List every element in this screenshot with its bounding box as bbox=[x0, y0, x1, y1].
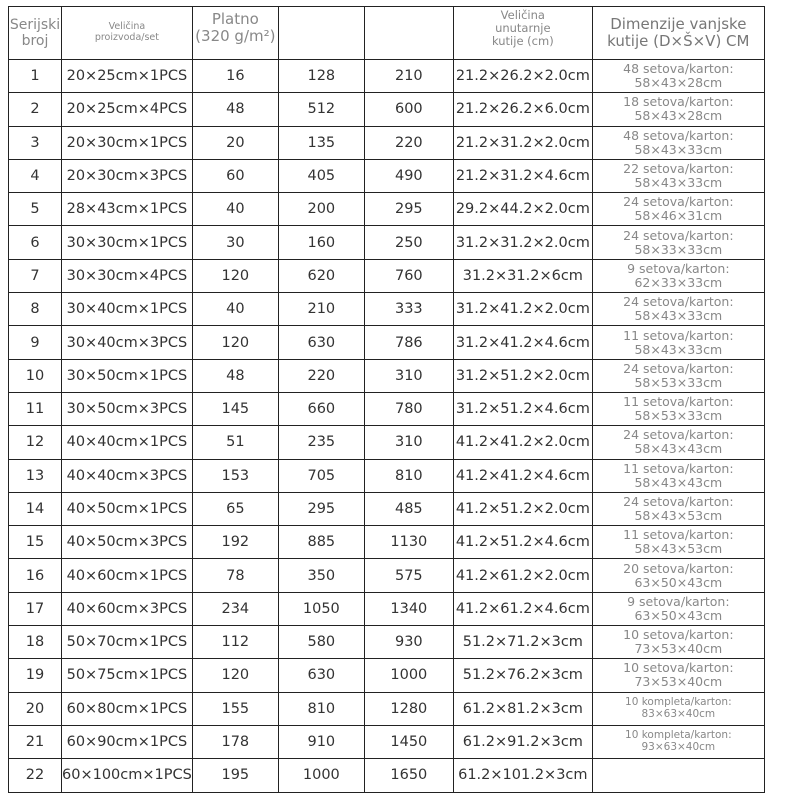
size-cell: 20×25cm×1PCS bbox=[62, 60, 193, 93]
outer-box-quantity: 10 kompleta/karton: bbox=[625, 729, 732, 742]
col5-cell: 333 bbox=[364, 293, 453, 326]
col5-cell: 575 bbox=[364, 559, 453, 592]
col5-cell: 490 bbox=[364, 159, 453, 192]
header-canvas bbox=[192, 7, 278, 60]
outer-box-cell bbox=[592, 126, 764, 159]
canvas-cell: 145 bbox=[192, 392, 278, 425]
table-row bbox=[9, 692, 765, 725]
col5-cell: 295 bbox=[364, 193, 453, 226]
col5-cell: 600 bbox=[364, 93, 453, 126]
outer-box-quantity: 24 setova/karton: bbox=[623, 360, 734, 376]
outer-box-quantity: 10 setova/karton: bbox=[623, 627, 734, 643]
col4-cell: 620 bbox=[278, 259, 364, 292]
serial-cell: 15 bbox=[9, 526, 62, 559]
outer-box-dimensions: 58×43×33cm bbox=[634, 141, 723, 157]
spec-table bbox=[8, 6, 765, 793]
canvas-cell: 192 bbox=[192, 526, 278, 559]
header-inner-box bbox=[453, 7, 592, 60]
col5-cell: 1000 bbox=[364, 659, 453, 692]
inner-box-cell: 21.2×31.2×4.6cm bbox=[453, 159, 592, 192]
outer-box-dimensions: 63×50×43cm bbox=[634, 574, 723, 590]
col4-cell: 705 bbox=[278, 459, 364, 492]
canvas-cell: 60 bbox=[192, 159, 278, 192]
outer-box-cell bbox=[592, 226, 764, 259]
size-cell: 40×50cm×1PCS bbox=[62, 492, 193, 525]
header-canvas-line1: Platno bbox=[211, 10, 259, 28]
serial-cell: 13 bbox=[9, 459, 62, 492]
col5-cell: 1280 bbox=[364, 692, 453, 725]
outer-box-cell bbox=[592, 626, 764, 659]
serial-cell: 8 bbox=[9, 293, 62, 326]
outer-box-quantity: 18 setova/karton: bbox=[623, 94, 734, 110]
canvas-cell: 234 bbox=[192, 592, 278, 625]
table-row bbox=[9, 159, 765, 192]
size-cell: 30×50cm×1PCS bbox=[62, 359, 193, 392]
serial-cell: 20 bbox=[9, 692, 62, 725]
inner-box-cell: 61.2×91.2×3cm bbox=[453, 725, 592, 758]
col4-cell: 350 bbox=[278, 559, 364, 592]
col4-cell: 235 bbox=[278, 426, 364, 459]
outer-box-quantity: 24 setova/karton: bbox=[623, 427, 734, 443]
outer-box-quantity: 22 setova/karton: bbox=[623, 161, 734, 177]
outer-box-dimensions: 58×43×33cm bbox=[634, 308, 723, 324]
table-row bbox=[9, 392, 765, 425]
outer-box-dimensions: 83×63×40cm bbox=[641, 707, 716, 720]
size-cell: 40×60cm×3PCS bbox=[62, 592, 193, 625]
outer-box-dimensions: 58×53×33cm bbox=[634, 374, 723, 390]
table-body bbox=[9, 60, 765, 793]
canvas-cell: 120 bbox=[192, 326, 278, 359]
col4-cell: 910 bbox=[278, 725, 364, 758]
outer-box-cell bbox=[592, 159, 764, 192]
header-serial-line1: Serijski bbox=[9, 16, 61, 33]
inner-box-cell: 21.2×26.2×6.0cm bbox=[453, 93, 592, 126]
serial-cell: 21 bbox=[9, 725, 62, 758]
outer-box-cell bbox=[592, 759, 764, 792]
col4-cell: 885 bbox=[278, 526, 364, 559]
size-cell: 20×30cm×1PCS bbox=[62, 126, 193, 159]
outer-box-cell bbox=[592, 725, 764, 758]
outer-box-dimensions: 58×43×33cm bbox=[634, 175, 723, 191]
outer-box-cell bbox=[592, 392, 764, 425]
size-cell: 40×50cm×3PCS bbox=[62, 526, 193, 559]
header-product-size bbox=[62, 7, 193, 60]
col4-cell: 1050 bbox=[278, 592, 364, 625]
outer-box-dimensions: 58×43×53cm bbox=[634, 508, 723, 523]
table-row bbox=[9, 193, 765, 226]
outer-box-dimensions: 58×43×53cm bbox=[634, 541, 723, 557]
inner-box-cell: 61.2×101.2×3cm bbox=[453, 759, 592, 792]
outer-box-dimensions: 58×43×28cm bbox=[634, 75, 723, 91]
table-row bbox=[9, 226, 765, 259]
table-header bbox=[9, 7, 765, 60]
inner-box-cell: 31.2×41.2×4.6cm bbox=[453, 326, 592, 359]
inner-box-cell: 31.2×51.2×4.6cm bbox=[453, 392, 592, 425]
canvas-cell: 20 bbox=[192, 126, 278, 159]
inner-box-cell: 41.2×41.2×2.0cm bbox=[453, 426, 592, 459]
serial-cell: 16 bbox=[9, 559, 62, 592]
serial-cell: 18 bbox=[9, 626, 62, 659]
header-size-line2: proizvoda/set bbox=[94, 32, 159, 43]
table-row bbox=[9, 359, 765, 392]
header-col4 bbox=[278, 7, 364, 60]
canvas-cell: 78 bbox=[192, 559, 278, 592]
outer-box-quantity: 10 kompleta/karton: bbox=[625, 696, 732, 709]
serial-cell: 19 bbox=[9, 659, 62, 692]
size-cell: 30×40cm×3PCS bbox=[62, 326, 193, 359]
serial-cell: 4 bbox=[9, 159, 62, 192]
serial-cell: 3 bbox=[9, 126, 62, 159]
col4-cell: 135 bbox=[278, 126, 364, 159]
outer-box-quantity: 24 setova/karton: bbox=[623, 494, 734, 509]
outer-box-quantity: 24 setova/karton: bbox=[623, 294, 734, 310]
header-inner-line3: kutije (cm) bbox=[491, 34, 554, 49]
serial-cell: 7 bbox=[9, 259, 62, 292]
col5-cell: 210 bbox=[364, 60, 453, 93]
header-serial-number bbox=[9, 7, 62, 60]
serial-cell: 1 bbox=[9, 60, 62, 93]
outer-box-dimensions: 58×43×43cm bbox=[634, 441, 723, 457]
canvas-cell: 48 bbox=[192, 93, 278, 126]
outer-box-quantity: 48 setova/karton: bbox=[623, 127, 734, 143]
table-row bbox=[9, 259, 765, 292]
outer-box-dimensions: 58×43×28cm bbox=[634, 108, 723, 124]
outer-box-cell bbox=[592, 692, 764, 725]
outer-box-cell bbox=[592, 326, 764, 359]
header-inner-line1: Veličina bbox=[500, 8, 545, 22]
inner-box-cell: 41.2×61.2×4.6cm bbox=[453, 592, 592, 625]
col5-cell: 780 bbox=[364, 392, 453, 425]
table-row bbox=[9, 293, 765, 326]
table-row bbox=[9, 559, 765, 592]
outer-box-cell bbox=[592, 592, 764, 625]
col5-cell: 485 bbox=[364, 492, 453, 525]
table-row bbox=[9, 759, 765, 792]
size-cell: 50×70cm×1PCS bbox=[62, 626, 193, 659]
canvas-cell: 112 bbox=[192, 626, 278, 659]
table-row bbox=[9, 659, 765, 692]
outer-box-cell bbox=[592, 60, 764, 93]
col5-cell: 760 bbox=[364, 259, 453, 292]
outer-box-cell bbox=[592, 193, 764, 226]
col5-cell: 1130 bbox=[364, 526, 453, 559]
outer-box-quantity: 9 setova/karton: bbox=[627, 260, 730, 276]
table-row bbox=[9, 60, 765, 93]
col5-cell: 1450 bbox=[364, 725, 453, 758]
serial-cell: 12 bbox=[9, 426, 62, 459]
canvas-cell: 48 bbox=[192, 359, 278, 392]
size-cell: 60×90cm×1PCS bbox=[62, 725, 193, 758]
canvas-cell: 51 bbox=[192, 426, 278, 459]
outer-box-quantity: 24 setova/karton: bbox=[623, 194, 734, 210]
outer-box-cell bbox=[592, 659, 764, 692]
serial-cell: 14 bbox=[9, 492, 62, 525]
outer-box-dimensions: 73×53×40cm bbox=[634, 674, 723, 690]
outer-box-dimensions: 58×43×33cm bbox=[634, 341, 723, 357]
serial-cell: 2 bbox=[9, 93, 62, 126]
table-row bbox=[9, 426, 765, 459]
outer-box-dimensions: 62×33×33cm bbox=[634, 274, 723, 290]
size-cell: 30×50cm×3PCS bbox=[62, 392, 193, 425]
canvas-cell: 153 bbox=[192, 459, 278, 492]
canvas-cell: 65 bbox=[192, 492, 278, 525]
inner-box-cell: 31.2×41.2×2.0cm bbox=[453, 293, 592, 326]
outer-box-quantity: 11 setova/karton: bbox=[623, 527, 734, 543]
col5-cell: 220 bbox=[364, 126, 453, 159]
size-cell: 60×100cm×1PCS bbox=[62, 759, 193, 792]
outer-box-quantity: 11 setova/karton: bbox=[623, 327, 734, 343]
table-row bbox=[9, 526, 765, 559]
col4-cell: 405 bbox=[278, 159, 364, 192]
header-outer-line1: Dimenzije vanjske bbox=[610, 14, 747, 33]
outer-box-cell bbox=[592, 459, 764, 492]
col4-cell: 210 bbox=[278, 293, 364, 326]
size-cell: 30×40cm×1PCS bbox=[62, 293, 193, 326]
col5-cell: 1340 bbox=[364, 592, 453, 625]
col5-cell: 1650 bbox=[364, 759, 453, 792]
col4-cell: 580 bbox=[278, 626, 364, 659]
col4-cell: 220 bbox=[278, 359, 364, 392]
outer-box-cell bbox=[592, 526, 764, 559]
canvas-cell: 30 bbox=[192, 226, 278, 259]
header-canvas-line2: (320 g/m²) bbox=[195, 27, 276, 46]
outer-box-dimensions: 58×46×31cm bbox=[634, 208, 723, 224]
outer-box-dimensions: 63×50×43cm bbox=[634, 607, 723, 623]
size-cell: 40×60cm×1PCS bbox=[62, 559, 193, 592]
outer-box-dimensions: 58×43×43cm bbox=[634, 474, 723, 490]
inner-box-cell: 51.2×76.2×3cm bbox=[453, 659, 592, 692]
table-row bbox=[9, 626, 765, 659]
inner-box-cell: 21.2×31.2×2.0cm bbox=[453, 126, 592, 159]
size-cell: 60×80cm×1PCS bbox=[62, 692, 193, 725]
table-row bbox=[9, 126, 765, 159]
inner-box-cell: 31.2×51.2×2.0cm bbox=[453, 359, 592, 392]
inner-box-cell: 21.2×26.2×2.0cm bbox=[453, 60, 592, 93]
size-cell: 40×40cm×1PCS bbox=[62, 426, 193, 459]
outer-box-quantity: 48 setova/karton: bbox=[623, 61, 734, 77]
inner-box-cell: 51.2×71.2×3cm bbox=[453, 626, 592, 659]
col4-cell: 295 bbox=[278, 492, 364, 525]
size-cell: 40×40cm×3PCS bbox=[62, 459, 193, 492]
canvas-cell: 120 bbox=[192, 659, 278, 692]
outer-box-cell bbox=[592, 259, 764, 292]
inner-box-cell: 41.2×51.2×4.6cm bbox=[453, 526, 592, 559]
header-size-line1: Veličina bbox=[108, 21, 146, 33]
inner-box-cell: 31.2×31.2×6cm bbox=[453, 259, 592, 292]
table-row bbox=[9, 459, 765, 492]
outer-box-dimensions: 58×53×33cm bbox=[634, 408, 723, 424]
outer-box-cell bbox=[592, 293, 764, 326]
inner-box-cell: 41.2×41.2×4.6cm bbox=[453, 459, 592, 492]
canvas-cell: 178 bbox=[192, 725, 278, 758]
col5-cell: 310 bbox=[364, 359, 453, 392]
serial-cell: 11 bbox=[9, 392, 62, 425]
col4-cell: 512 bbox=[278, 93, 364, 126]
inner-box-cell: 41.2×61.2×2.0cm bbox=[453, 559, 592, 592]
inner-box-cell: 29.2×44.2×2.0cm bbox=[453, 193, 592, 226]
col4-cell: 1000 bbox=[278, 759, 364, 792]
col5-cell: 310 bbox=[364, 426, 453, 459]
outer-box-quantity: 24 setova/karton: bbox=[623, 227, 734, 243]
table-row bbox=[9, 326, 765, 359]
serial-cell: 22 bbox=[9, 759, 62, 792]
size-cell: 20×25cm×4PCS bbox=[62, 93, 193, 126]
canvas-cell: 120 bbox=[192, 259, 278, 292]
serial-cell: 10 bbox=[9, 359, 62, 392]
outer-box-quantity: 9 setova/karton: bbox=[627, 593, 730, 609]
size-cell: 20×30cm×3PCS bbox=[62, 159, 193, 192]
table-row bbox=[9, 725, 765, 758]
outer-box-cell bbox=[592, 492, 764, 525]
canvas-cell: 40 bbox=[192, 193, 278, 226]
outer-box-quantity: 20 setova/karton: bbox=[623, 560, 734, 576]
serial-cell: 5 bbox=[9, 193, 62, 226]
outer-box-cell bbox=[592, 559, 764, 592]
serial-cell: 17 bbox=[9, 592, 62, 625]
col5-cell: 786 bbox=[364, 326, 453, 359]
inner-box-cell: 41.2×51.2×2.0cm bbox=[453, 492, 592, 525]
canvas-cell: 155 bbox=[192, 692, 278, 725]
outer-box-dimensions: 93×63×40cm bbox=[641, 741, 716, 754]
outer-box-cell bbox=[592, 93, 764, 126]
outer-box-quantity: 11 setova/karton: bbox=[623, 394, 734, 410]
outer-box-cell bbox=[592, 359, 764, 392]
header-inner-line2: unutarnje bbox=[495, 21, 551, 36]
canvas-cell: 40 bbox=[192, 293, 278, 326]
outer-box-cell bbox=[592, 426, 764, 459]
header-serial-line2: broj bbox=[21, 33, 49, 49]
col5-cell: 930 bbox=[364, 626, 453, 659]
table-row bbox=[9, 592, 765, 625]
size-cell: 30×30cm×1PCS bbox=[62, 226, 193, 259]
header-col5 bbox=[364, 7, 453, 60]
size-cell: 28×43cm×1PCS bbox=[62, 193, 193, 226]
serial-cell: 6 bbox=[9, 226, 62, 259]
size-cell: 50×75cm×1PCS bbox=[62, 659, 193, 692]
outer-box-quantity: 11 setova/karton: bbox=[623, 460, 734, 476]
col4-cell: 810 bbox=[278, 692, 364, 725]
header-outer-box bbox=[592, 7, 764, 60]
outer-box-dimensions: 58×33×33cm bbox=[634, 241, 723, 257]
inner-box-cell: 31.2×31.2×2.0cm bbox=[453, 226, 592, 259]
outer-box-dimensions: 73×53×40cm bbox=[634, 641, 723, 657]
serial-cell: 9 bbox=[9, 326, 62, 359]
canvas-cell: 195 bbox=[192, 759, 278, 792]
col5-cell: 810 bbox=[364, 459, 453, 492]
col4-cell: 630 bbox=[278, 326, 364, 359]
canvas-cell: 16 bbox=[192, 60, 278, 93]
table-row bbox=[9, 93, 765, 126]
col4-cell: 660 bbox=[278, 392, 364, 425]
table-row bbox=[9, 492, 765, 525]
inner-box-cell: 61.2×81.2×3cm bbox=[453, 692, 592, 725]
outer-box-quantity: 10 setova/karton: bbox=[623, 660, 734, 676]
col4-cell: 128 bbox=[278, 60, 364, 93]
col4-cell: 200 bbox=[278, 193, 364, 226]
size-cell: 30×30cm×4PCS bbox=[62, 259, 193, 292]
col4-cell: 160 bbox=[278, 226, 364, 259]
col5-cell: 250 bbox=[364, 226, 453, 259]
col4-cell: 630 bbox=[278, 659, 364, 692]
header-outer-line2: kutije (D×Š×V) CM bbox=[607, 32, 750, 50]
